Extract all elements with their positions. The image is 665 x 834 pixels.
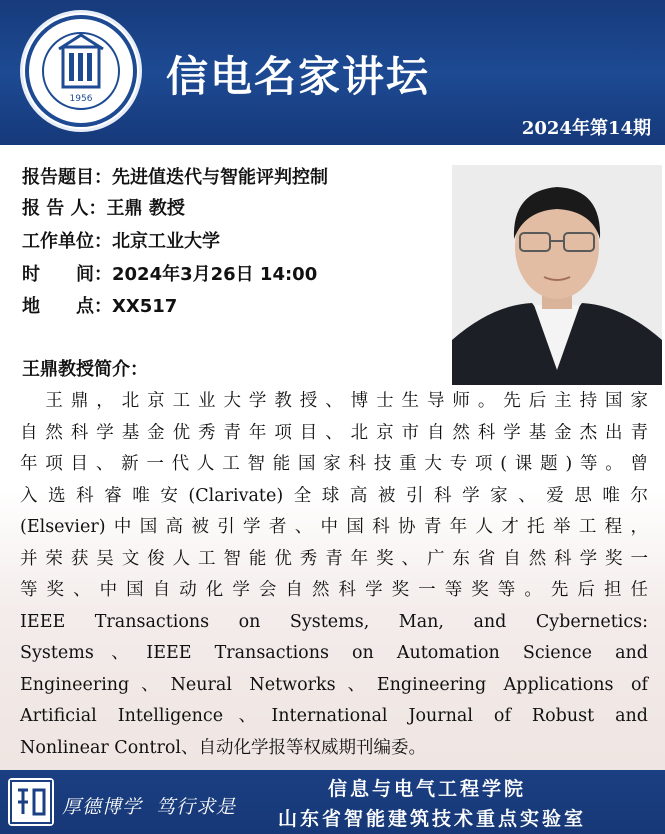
bio-line: Artificial Intelligence、International Journal of Robust and	[20, 706, 648, 726]
bio-heading: 王鼎教授简介：	[22, 359, 148, 380]
school-name: 信息与电气工程学院	[328, 778, 527, 800]
talk-title-row	[22, 163, 328, 189]
affiliation-value: 北京工业大学	[112, 231, 220, 252]
place-value: XX517	[112, 296, 178, 317]
bio-line: (Elsevier)中国高被引学者、中国科协青年人才托举工程，	[20, 517, 648, 537]
affiliation-row	[22, 227, 220, 253]
bio-line: Systems、IEEE Transactions on Automation Science and	[20, 643, 648, 663]
school-motto	[62, 792, 236, 819]
bio-line: Engineering、Neural Networks、Engineering Applications of	[20, 674, 648, 695]
bio-line: 等奖、中国自动化学会自然科学奖一等奖等。先后担任	[20, 580, 648, 600]
bio-line: IEEE Transactions on Systems, Man, and Cybernetics:	[20, 611, 648, 632]
bio-line: 自然科学基金优秀青年项目、北京市自然科学基金杰出青	[20, 422, 648, 443]
motto-part-1: 厚德博学	[62, 796, 143, 818]
bio-text	[20, 386, 648, 764]
bio-line: 并荣获吴文俊人工智能优秀青年奖、广东省自然科学奖一	[20, 548, 648, 569]
speaker-label: 报 告 人：	[22, 198, 107, 219]
time-row	[22, 260, 317, 286]
footer-banner	[0, 770, 665, 834]
bio-line: 入选科睿唯安(Clarivate)全球高被引科学家、爱思唯尔	[20, 485, 648, 506]
talk-title-value: 先进值迭代与智能评判控制	[112, 167, 328, 188]
lab-name: 山东省智能建筑技术重点实验室	[278, 808, 587, 830]
header-banner	[0, 0, 665, 145]
place-row	[22, 292, 177, 318]
affiliation-label: 工作单位：	[22, 231, 112, 252]
speaker-value: 王鼎 教授	[106, 198, 185, 219]
speaker-row	[22, 194, 185, 220]
forum-title: 信电名家讲坛	[166, 52, 431, 101]
time-value: 2024年3月26日 14:00	[112, 264, 318, 285]
university-logo	[20, 10, 142, 132]
bio-line: 年项目、新一代人工智能国家科技重大专项(课题)等。曾	[20, 454, 648, 474]
school-seal-logo	[8, 778, 54, 826]
motto-part-2: 笃行求是	[156, 796, 237, 818]
bio-line: Nonlinear Control、自动化学报等权威期刊编委。	[20, 737, 427, 758]
place-label: 地 点：	[22, 296, 112, 317]
svg-text:1956: 1956	[69, 94, 93, 104]
time-label: 时 间：	[22, 264, 112, 285]
bio-line: 王鼎，北京工业大学教授、博士生导师。先后主持国家	[20, 391, 648, 411]
issue-number: 2024年第14期	[521, 118, 651, 139]
speaker-photo	[452, 165, 662, 385]
talk-title-label: 报告题目：	[22, 167, 112, 188]
